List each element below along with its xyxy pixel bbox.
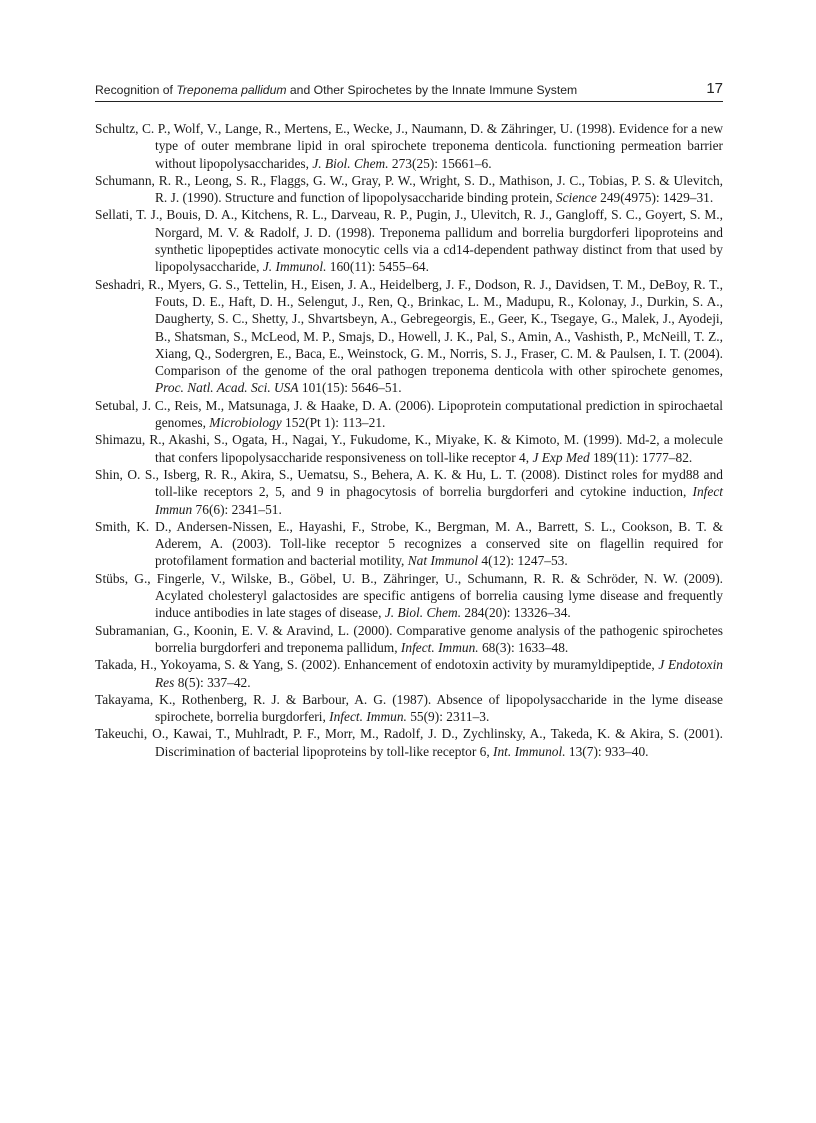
reference-tail: 160(11): 5455–64.	[326, 259, 429, 275]
reference-tail: 249(4975): 1429–31.	[596, 190, 714, 206]
reference-tail: 273(25): 15661–6.	[388, 155, 492, 171]
reference-text: Takayama, K., Rothenberg, R. J. & Barbour, A. G. (1987). Absence of lipopolysaccharide in the lyme disease spirochete, borrelia burgdorferi,	[95, 691, 723, 725]
reference-entry	[95, 206, 723, 275]
reference-entry	[95, 276, 723, 397]
reference-list	[95, 120, 723, 760]
reference-text: Takada, H., Yokoyama, S. & Yang, S. (2002). Enhancement of endotoxin activity by muramyldipeptide,	[95, 657, 659, 673]
reference-journal: J. Biol. Chem.	[312, 155, 389, 171]
reference-text: Takeuchi, O., Kawai, T., Muhlradt, P. F., Morr, M., Radolf, J. D., Zychlinsky, A., Takeda, K. & Akira, S. (2001). Discrimination of bacterial lipoproteins by toll-like receptor 6,	[95, 726, 723, 759]
reference-journal: Infect. Immun.	[329, 709, 407, 725]
reference-text: Schultz, C. P., Wolf, V., Lange, R., Mertens, E., Wecke, J., Naumann, D. & Zähringer, U. (1998). Evidence for a new type of outer membrane lipid in oral spirochete treponema denticola. functioning permeation barrier without lipopolysaccharides,	[95, 121, 723, 171]
reference-journal: J. Biol. Chem.	[384, 605, 462, 621]
reference-entry	[95, 120, 723, 172]
reference-tail: 152(Pt 1): 113–21.	[281, 415, 386, 431]
reference-entry	[95, 466, 723, 518]
reference-entry	[95, 431, 723, 466]
reference-tail: 284(20): 13326–34.	[461, 605, 571, 621]
reference-entry	[95, 397, 723, 432]
reference-tail: 8(5): 337–42.	[174, 674, 251, 690]
reference-entry	[95, 622, 723, 657]
reference-text: Shin, O. S., Isberg, R. R., Akira, S., Uematsu, S., Behera, A. K. & Hu, L. T. (2008). Distinct roles for myd88 and toll-like receptors 2, 5, and 9 in phagocytosis of borrelia burgdorferi and cytokine induction,	[95, 466, 723, 500]
running-title-before: Recognition of	[95, 83, 177, 97]
running-title	[95, 83, 577, 97]
reference-journal: J Endotoxin Res	[155, 657, 723, 690]
running-title-italic: Treponema pallidum	[176, 83, 287, 97]
reference-tail: 101(15): 5646–51.	[298, 380, 402, 396]
reference-text: Smith, K. D., Andersen-Nissen, E., Hayashi, F., Strobe, K., Bergman, M. A., Barrett, S. L., Cookson, B. T. & Aderem, A. (2003). Toll-like receptor 5 recognizes a conserved site on flagellin required for protofilament formation and bacterial motility,	[95, 518, 723, 569]
reference-journal: J. Immunol.	[262, 259, 327, 275]
reference-text: Seshadri, R., Myers, G. S., Tettelin, H., Eisen, J. A., Heidelberg, J. F., Dodson, R. J., Davidsen, T. M., DeBoy, R. T., Fouts, D. E., Haft, D. H., Selengut, J., Ren, Q., Brinkac, L. M., Madupu, R., Kolonay, J., Durkin, S. A., Daugherty, S. C., Shetty, J., Shvartsbeyn, A., Gebregeorgis, E., Geer, K., Tsegaye, G., Malek, J., Ayodeji, B., Shatsman, S., McLeod, M. P., Smajs, D., Howell, J. K., Pal, S., Amin, A., Vashisth, P., McNeill, T. Z., Xiang, Q., Sodergren, E., Baca, E., Weinstock, G. M., Norris, S. J., Fraser, C. M. & Paulsen, I. T. (2004). Comparison of the genome of the oral pathogen treponema denticola with other spirochete genomes,	[95, 276, 723, 379]
reference-entry	[95, 656, 723, 691]
reference-journal: Science	[555, 190, 597, 206]
reference-journal: Infect. Immun.	[400, 639, 479, 655]
reference-text: Setubal, J. C., Reis, M., Matsunaga, J. & Haake, D. A. (2006). Lipoprotein computational prediction in spirochaetal genomes,	[95, 397, 723, 431]
reference-entry	[95, 725, 723, 760]
reference-tail: 189(11): 1777–82.	[589, 449, 693, 465]
reference-entry	[95, 518, 723, 570]
reference-text: Schumann, R. R., Leong, S. R., Flaggs, G. W., Gray, P. W., Wright, S. D., Mathison, J. C., Tobias, P. S. & Ulevitch, R. J. (1990). Structure and function of lipopolysaccharide binding protein,	[95, 172, 723, 206]
reference-entry	[95, 172, 723, 207]
running-header	[95, 81, 723, 102]
reference-journal: Nat Immunol	[407, 553, 479, 569]
reference-entry	[95, 691, 723, 726]
reference-text: Stübs, G., Fingerle, V., Wilske, B., Göbel, U. B., Zähringer, U., Schumann, R. R. & Schröder, N. W. (2009). Acylated cholesteryl galactosides are specific antigens of borrelia causing lyme disease and frequently induce antibodies in late stages of disease,	[95, 570, 723, 621]
reference-journal: J Exp Med	[532, 449, 590, 465]
running-title-after: and Other Spirochetes by the Innate Immune System	[286, 83, 578, 97]
reference-journal: Infect Immun	[155, 484, 723, 517]
reference-tail: 68(3): 1633–48.	[478, 639, 569, 655]
reference-tail: 4(12): 1247–53.	[478, 553, 568, 569]
reference-tail: 13(7): 933–40.	[565, 743, 649, 759]
reference-text: Shimazu, R., Akashi, S., Ogata, H., Nagai, Y., Fukudome, K., Miyake, K. & Kimoto, M. (1999). Md-2, a molecule that confers lipopolysaccharide responsiveness on toll-like receptor 4,	[95, 432, 723, 465]
reference-tail: 55(9): 2311–3.	[406, 709, 490, 725]
reference-journal: Microbiology	[209, 415, 282, 431]
reference-journal: Int. Immunol.	[493, 743, 566, 759]
reference-tail: 76(6): 2341–51.	[192, 501, 282, 517]
reference-text: Subramanian, G., Koonin, E. V. & Aravind, L. (2000). Comparative genome analysis of the pathogenic spirochetes borrelia burgdorferi and treponema pallidum,	[95, 622, 723, 655]
reference-text: Sellati, T. J., Bouis, D. A., Kitchens, R. L., Darveau, R. P., Pugin, J., Ulevitch, R. J., Gangloff, S. C., Goyert, S. M., Norgard, M. V. & Radolf, J. D. (1998). Treponema pallidum and borrelia burgdorferi lipoproteins and synthetic lipopeptides activate monocytic cells via a cd14-dependent pathway distinct from that used by lipopolysaccharide,	[95, 207, 723, 275]
reference-journal: Proc. Natl. Acad. Sci. USA	[155, 380, 299, 396]
reference-entry	[95, 570, 723, 622]
page-number: 17	[706, 80, 723, 97]
